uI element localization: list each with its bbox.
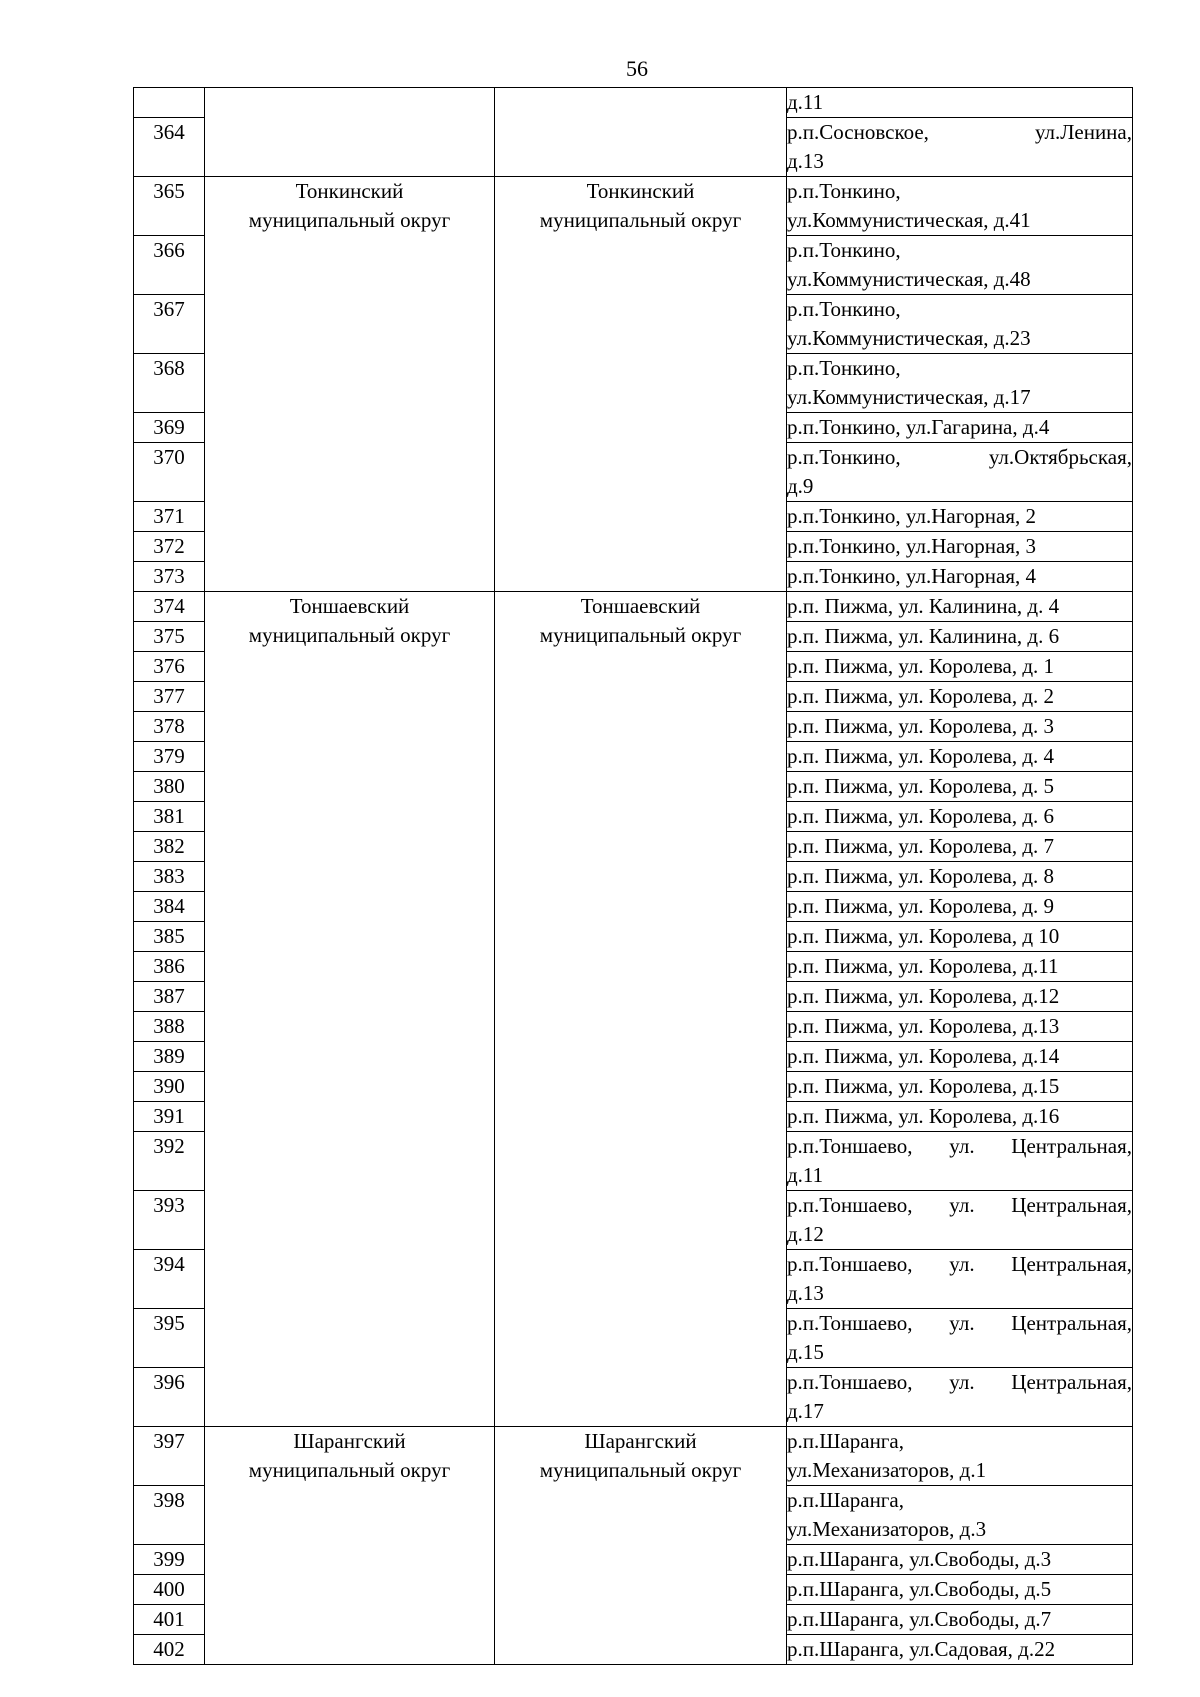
address-cell xyxy=(787,295,1133,354)
address-line: ул.Коммунистическая, д.41 xyxy=(787,208,1031,232)
address-cell xyxy=(787,1072,1133,1102)
address-cell xyxy=(787,1635,1133,1665)
table-row xyxy=(134,592,1133,622)
row-number: 386 xyxy=(134,952,205,982)
row-number: 393 xyxy=(134,1191,205,1250)
address-line: р.п. Пижма, ул. Королева, д. 7 xyxy=(787,834,1055,858)
address-line: р.п.Тонкино, xyxy=(787,179,901,203)
district-name-line: муниципальный округ xyxy=(248,623,451,647)
row-number: 400 xyxy=(134,1575,205,1605)
address-line: ул.Коммунистическая, д.17 xyxy=(787,385,1031,409)
address-cell xyxy=(787,802,1133,832)
address-line: р.п.Тонкино, ул.Октябрьская, xyxy=(787,445,1132,469)
row-number: 367 xyxy=(134,295,205,354)
table-row xyxy=(134,177,1133,236)
address-cell xyxy=(787,562,1133,592)
address-line: р.п.Тонкино, xyxy=(787,356,901,380)
address-cell xyxy=(787,177,1133,236)
address-line: р.п.Шаранга, ул.Свободы, д.5 xyxy=(787,1577,1052,1601)
address-line: р.п.Тоншаево, ул. Центральная, xyxy=(787,1252,1132,1276)
address-line: ул.Коммунистическая, д.23 xyxy=(787,326,1031,350)
address-cell xyxy=(787,832,1133,862)
address-line: д.9 xyxy=(787,474,814,498)
address-cell xyxy=(787,354,1133,413)
address-line: р.п. Пижма, ул. Королева, д.13 xyxy=(787,1014,1060,1038)
address-cell xyxy=(787,1605,1133,1635)
address-line: р.п. Пижма, ул. Королева, д. 3 xyxy=(787,714,1055,738)
row-number: 385 xyxy=(134,922,205,952)
address-line: ул.Механизаторов, д.3 xyxy=(787,1517,987,1541)
address-cell xyxy=(787,1012,1133,1042)
row-number: 376 xyxy=(134,652,205,682)
address-line: р.п. Пижма, ул. Калинина, д. 6 xyxy=(787,624,1060,648)
address-line: р.п. Пижма, ул. Королева, д. 5 xyxy=(787,774,1055,798)
address-cell xyxy=(787,922,1133,952)
address-cell xyxy=(787,982,1133,1012)
address-line: р.п.Тонкино, ул.Нагорная, 4 xyxy=(787,564,1037,588)
address-line: д.11 xyxy=(787,90,824,114)
row-number: 389 xyxy=(134,1042,205,1072)
row-number: 395 xyxy=(134,1309,205,1368)
address-line: р.п.Тоншаево, ул. Центральная, xyxy=(787,1134,1132,1158)
address-cell xyxy=(787,622,1133,652)
district-name-line: Тоншаевский xyxy=(580,594,701,618)
row-number: 372 xyxy=(134,532,205,562)
row-number: 388 xyxy=(134,1012,205,1042)
row-number: 394 xyxy=(134,1250,205,1309)
municipal-formation-cell xyxy=(495,1427,787,1665)
row-number: 374 xyxy=(134,592,205,622)
page-number: 56 xyxy=(626,56,648,81)
address-line: р.п. Пижма, ул. Королева, д.16 xyxy=(787,1104,1060,1128)
address-cell xyxy=(787,1486,1133,1545)
address-cell xyxy=(787,892,1133,922)
row-number: 366 xyxy=(134,236,205,295)
district-name-line: Тонкинский xyxy=(586,179,695,203)
municipal-formation-cell xyxy=(495,88,787,177)
address-line: р.п.Сосновское, ул.Ленина, xyxy=(787,120,1132,144)
address-cell xyxy=(787,413,1133,443)
municipal-formation-cell xyxy=(495,592,787,1427)
address-cell xyxy=(787,1427,1133,1486)
address-line: д.13 xyxy=(787,149,824,173)
address-line: р.п. Пижма, ул. Калинина, д. 4 xyxy=(787,594,1060,618)
row-number: 384 xyxy=(134,892,205,922)
municipal-formation-cell xyxy=(495,177,787,592)
address-line: р.п.Тоншаево, ул. Центральная, xyxy=(787,1370,1132,1394)
address-line: р.п.Шаранга, ул.Свободы, д.7 xyxy=(787,1607,1052,1631)
address-line: д.11 xyxy=(787,1163,824,1187)
address-line: р.п. Пижма, ул. Королева, д. 4 xyxy=(787,744,1055,768)
district-name-line: Шарангский xyxy=(584,1429,697,1453)
address-line: р.п. Пижма, ул. Королева, д. 8 xyxy=(787,864,1055,888)
address-line: д.15 xyxy=(787,1340,824,1364)
address-line: д.13 xyxy=(787,1281,824,1305)
row-number: 375 xyxy=(134,622,205,652)
district-name-line: муниципальный округ xyxy=(539,1458,742,1482)
district-name-line: Шарангский xyxy=(293,1429,406,1453)
address-cell xyxy=(787,742,1133,772)
row-number: 370 xyxy=(134,443,205,502)
row-number: 398 xyxy=(134,1486,205,1545)
address-cell xyxy=(787,592,1133,622)
row-number: 377 xyxy=(134,682,205,712)
address-table xyxy=(133,87,1133,1665)
address-line: р.п.Тонкино, xyxy=(787,297,901,321)
district-name-line: Тонкинский xyxy=(295,179,404,203)
address-line: р.п.Шаранга, ул.Свободы, д.3 xyxy=(787,1547,1052,1571)
address-line: р.п. Пижма, ул. Королева, д.14 xyxy=(787,1044,1060,1068)
address-cell xyxy=(787,1250,1133,1309)
table-row xyxy=(134,88,1133,118)
address-cell xyxy=(787,1309,1133,1368)
table-row xyxy=(134,1427,1133,1486)
address-cell xyxy=(787,88,1133,118)
address-cell xyxy=(787,1132,1133,1191)
address-line: р.п.Шаранга, xyxy=(787,1429,904,1453)
row-number: 396 xyxy=(134,1368,205,1427)
address-cell xyxy=(787,862,1133,892)
municipal-district-cell xyxy=(205,177,495,592)
address-line: р.п.Тонкино, ул.Нагорная, 2 xyxy=(787,504,1037,528)
row-number: 373 xyxy=(134,562,205,592)
row-number: 371 xyxy=(134,502,205,532)
address-table-body xyxy=(134,88,1133,1665)
address-line: р.п.Шаранга, ул.Садовая, д.22 xyxy=(787,1637,1056,1661)
address-line: р.п.Тонкино, ул.Гагарина, д.4 xyxy=(787,415,1050,439)
address-line: р.п.Тоншаево, ул. Центральная, xyxy=(787,1193,1132,1217)
row-number xyxy=(134,88,205,118)
address-cell xyxy=(787,772,1133,802)
row-number: 382 xyxy=(134,832,205,862)
address-line: р.п. Пижма, ул. Королева, д.11 xyxy=(787,954,1059,978)
row-number: 387 xyxy=(134,982,205,1012)
address-cell xyxy=(787,682,1133,712)
address-cell xyxy=(787,118,1133,177)
address-cell xyxy=(787,652,1133,682)
row-number: 379 xyxy=(134,742,205,772)
row-number: 369 xyxy=(134,413,205,443)
municipal-district-cell xyxy=(205,1427,495,1665)
municipal-district-cell xyxy=(205,88,495,177)
row-number: 368 xyxy=(134,354,205,413)
row-number: 401 xyxy=(134,1605,205,1635)
address-cell xyxy=(787,1042,1133,1072)
address-cell xyxy=(787,443,1133,502)
address-cell xyxy=(787,502,1133,532)
address-cell xyxy=(787,1191,1133,1250)
address-line: р.п. Пижма, ул. Королева, д. 1 xyxy=(787,654,1055,678)
address-line: р.п. Пижма, ул. Королева, д 10 xyxy=(787,924,1060,948)
address-line: д.12 xyxy=(787,1222,824,1246)
district-name-line: муниципальный округ xyxy=(539,623,742,647)
row-number: 399 xyxy=(134,1545,205,1575)
address-cell xyxy=(787,952,1133,982)
row-number: 381 xyxy=(134,802,205,832)
district-name-line: Тоншаевский xyxy=(289,594,410,618)
address-line: р.п. Пижма, ул. Королева, д.12 xyxy=(787,984,1060,1008)
address-cell xyxy=(787,712,1133,742)
row-number: 378 xyxy=(134,712,205,742)
address-cell xyxy=(787,532,1133,562)
row-number: 390 xyxy=(134,1072,205,1102)
district-name-line: муниципальный округ xyxy=(248,1458,451,1482)
address-cell xyxy=(787,1575,1133,1605)
address-line: ул.Коммунистическая, д.48 xyxy=(787,267,1031,291)
address-line: р.п.Тоншаево, ул. Центральная, xyxy=(787,1311,1132,1335)
address-line: р.п.Тонкино, xyxy=(787,238,901,262)
address-line: р.п.Шаранга, xyxy=(787,1488,904,1512)
row-number: 383 xyxy=(134,862,205,892)
row-number: 402 xyxy=(134,1635,205,1665)
address-cell xyxy=(787,1368,1133,1427)
row-number: 365 xyxy=(134,177,205,236)
address-line: р.п.Тонкино, ул.Нагорная, 3 xyxy=(787,534,1037,558)
address-line: р.п. Пижма, ул. Королева, д. 9 xyxy=(787,894,1055,918)
address-line: р.п. Пижма, ул. Королева, д.15 xyxy=(787,1074,1060,1098)
address-cell xyxy=(787,1102,1133,1132)
address-line: ул.Механизаторов, д.1 xyxy=(787,1458,987,1482)
row-number: 380 xyxy=(134,772,205,802)
address-cell xyxy=(787,236,1133,295)
row-number: 391 xyxy=(134,1102,205,1132)
address-line: д.17 xyxy=(787,1399,824,1423)
address-line: р.п. Пижма, ул. Королева, д. 2 xyxy=(787,684,1055,708)
row-number: 364 xyxy=(134,118,205,177)
address-line: р.п. Пижма, ул. Королева, д. 6 xyxy=(787,804,1055,828)
row-number: 392 xyxy=(134,1132,205,1191)
address-cell xyxy=(787,1545,1133,1575)
row-number: 397 xyxy=(134,1427,205,1486)
district-name-line: муниципальный округ xyxy=(539,208,742,232)
district-name-line: муниципальный округ xyxy=(248,208,451,232)
municipal-district-cell xyxy=(205,592,495,1427)
